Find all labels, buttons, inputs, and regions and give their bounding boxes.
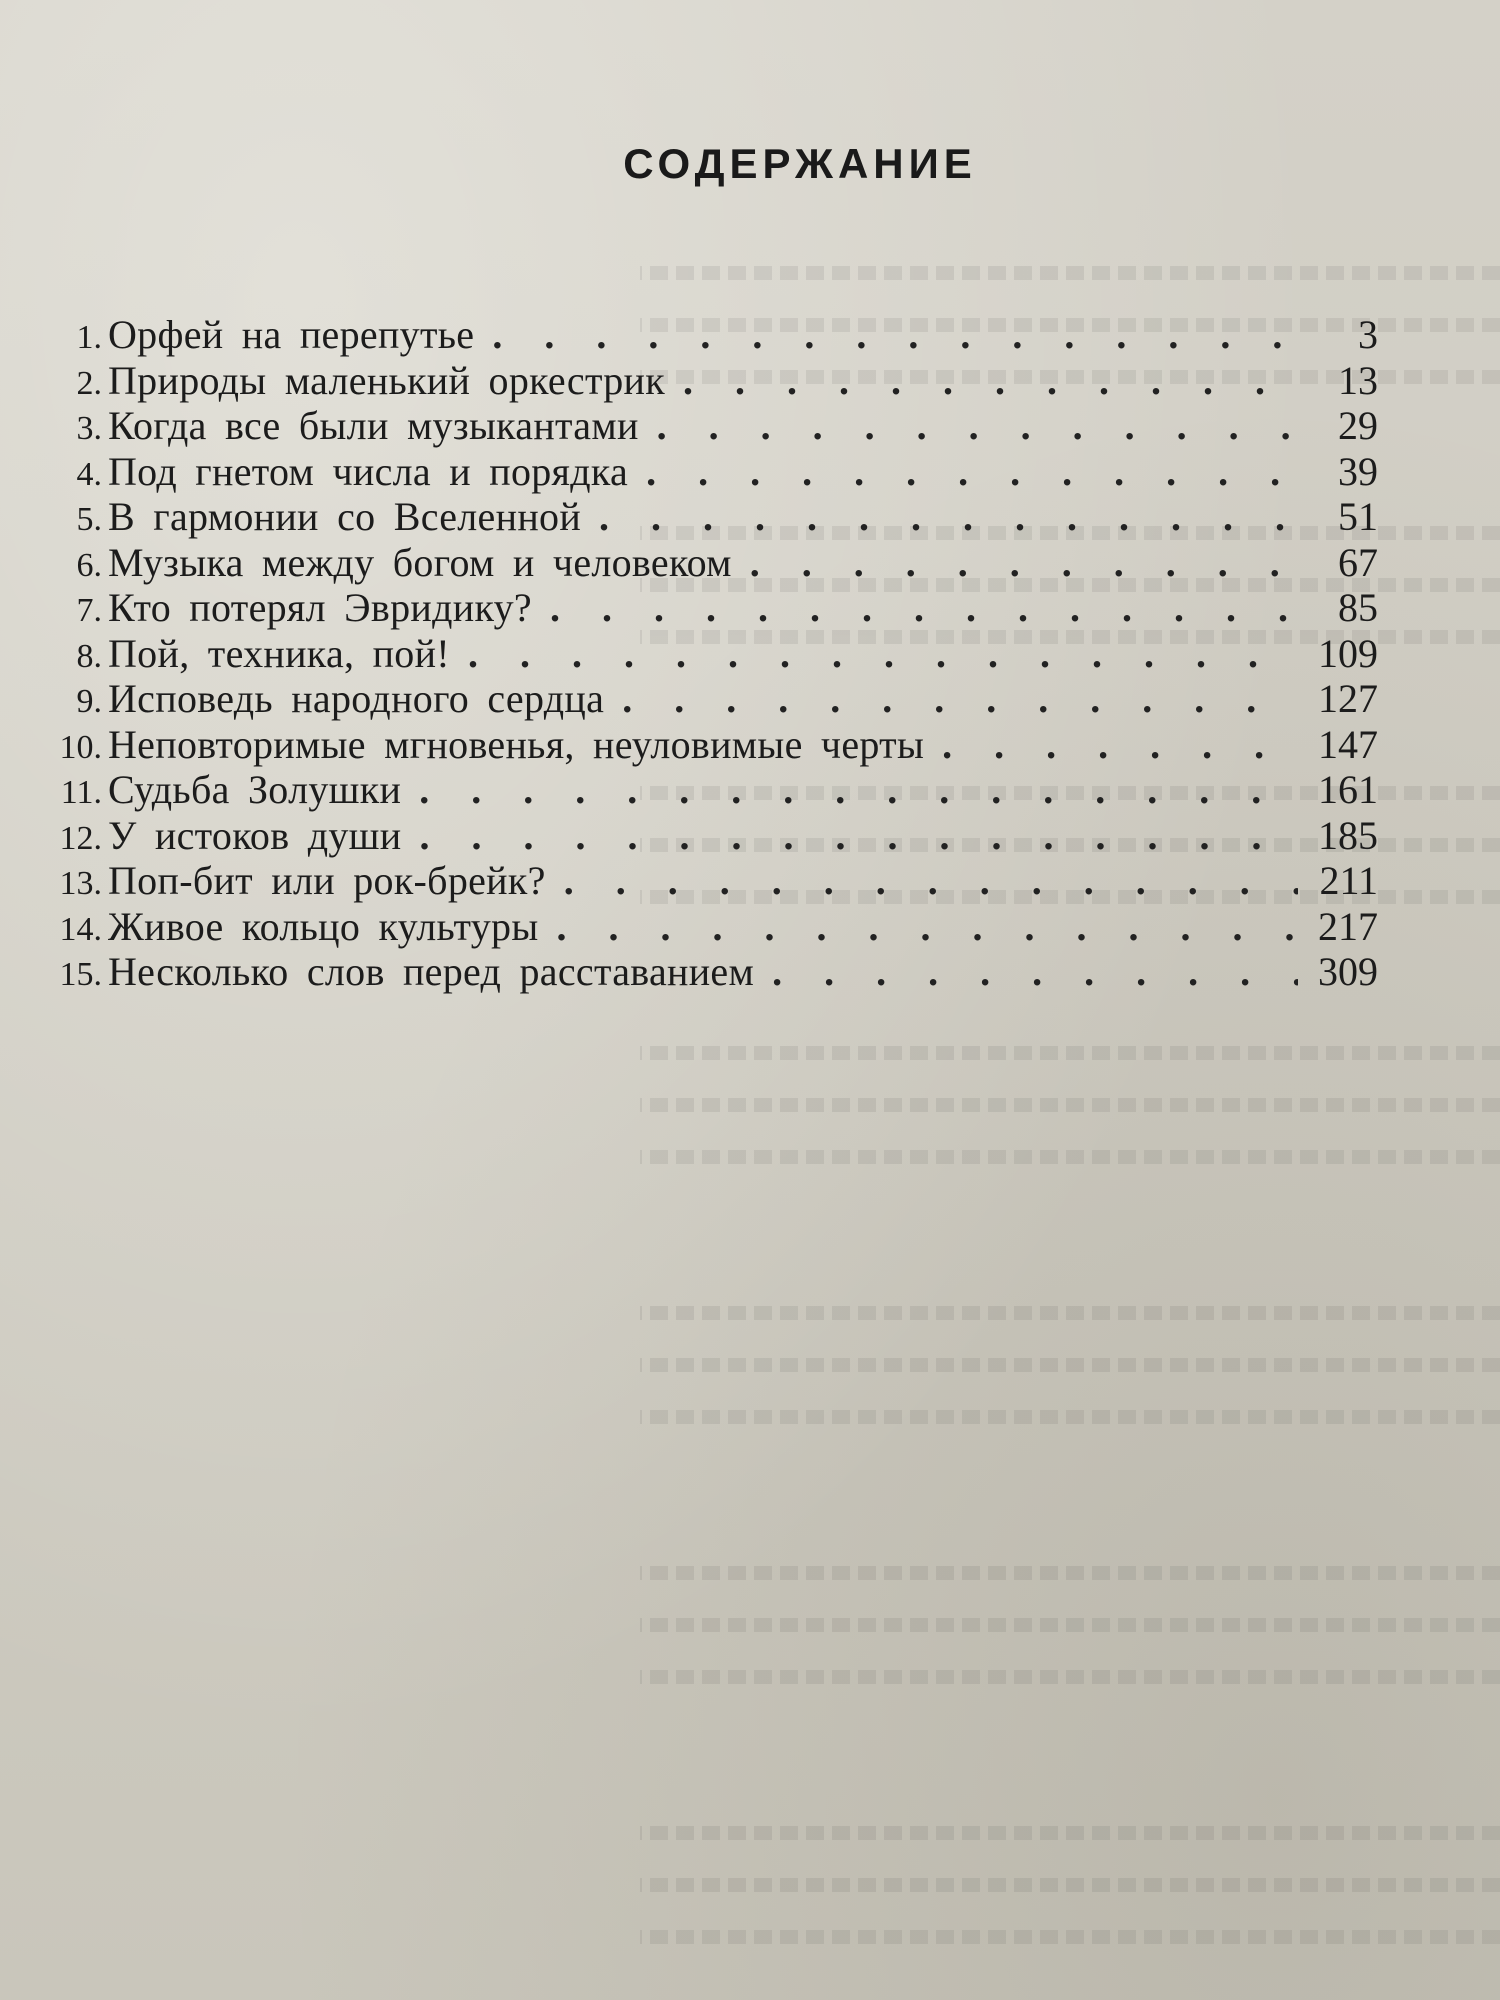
dot-leader xyxy=(665,358,1298,404)
toc-entry-page: 185 xyxy=(1318,812,1378,858)
dot-leader xyxy=(401,813,1298,859)
toc-entry-page: 39 xyxy=(1338,448,1378,494)
toc-entry-title: Судьба Золушки xyxy=(108,767,402,812)
toc-entry xyxy=(38,813,1378,859)
toc-entry xyxy=(38,358,1378,404)
toc-entry-page: 13 xyxy=(1338,357,1378,403)
dot-leader xyxy=(604,676,1298,722)
toc-entry-title: Кто потерял Эвридику? xyxy=(108,585,532,630)
toc-entry xyxy=(38,631,1378,677)
dot-leader xyxy=(639,403,1298,449)
toc-entry-title: Исповедь народного сердца xyxy=(108,676,605,721)
toc-entry-title: Природы маленький оркестрик xyxy=(108,357,665,403)
dot-leader xyxy=(539,904,1298,950)
toc-entry-number: 4. xyxy=(76,455,102,493)
toc-entry xyxy=(38,676,1378,722)
toc-entry-number: 2. xyxy=(76,364,102,402)
toc-entry xyxy=(38,312,1378,358)
toc-entry xyxy=(38,767,1378,813)
toc-entry-number: 15. xyxy=(59,956,102,993)
dot-leader xyxy=(474,312,1298,358)
toc-entry-number: 9. xyxy=(76,683,102,720)
dot-leader xyxy=(754,949,1298,995)
toc-entry-number: 7. xyxy=(76,592,102,629)
dot-leader xyxy=(532,585,1298,631)
toc-entry-page: 51 xyxy=(1338,494,1378,539)
toc-entry-page: 3 xyxy=(1358,312,1378,357)
toc-entry-number: 13. xyxy=(59,865,102,902)
toc-entry xyxy=(38,949,1378,995)
toc-entry xyxy=(38,858,1378,904)
toc-entry-title: Под гнетом числа и порядка xyxy=(108,448,629,494)
toc-entry-number: 11. xyxy=(60,774,102,811)
toc-entry xyxy=(38,449,1378,495)
toc-entry-title: Пой, техника, пой! xyxy=(108,630,450,676)
table-of-contents xyxy=(38,312,1378,995)
toc-entry-title: Несколько слов перед расставанием xyxy=(108,949,755,994)
toc-entry-page: 109 xyxy=(1318,630,1378,676)
dot-leader xyxy=(628,449,1298,495)
toc-entry-title: Живое кольцо культуры xyxy=(108,903,539,949)
dot-leader xyxy=(581,494,1298,540)
toc-entry-title: Поп-бит или рок-брейк? xyxy=(108,858,546,903)
toc-entry-page: 85 xyxy=(1338,585,1378,630)
toc-entry-title: Музыка между богом и человеком xyxy=(108,539,732,585)
toc-entry-page: 147 xyxy=(1318,721,1378,767)
toc-entry-page: 29 xyxy=(1338,403,1378,448)
toc-entry-page: 161 xyxy=(1318,767,1378,812)
toc-entry-title: У истоков души xyxy=(108,812,402,858)
toc-entry-number: 3. xyxy=(76,410,102,447)
toc-entry xyxy=(38,904,1378,950)
toc-entry-number: 6. xyxy=(76,546,102,584)
toc-entry-title: Когда все были музыкантами xyxy=(108,403,639,448)
dot-leader xyxy=(732,540,1298,586)
toc-entry-number: 5. xyxy=(76,501,102,538)
toc-entry-number: 12. xyxy=(59,819,102,857)
toc-entry-title: В гармонии со Вселенной xyxy=(108,494,582,539)
dot-leader xyxy=(450,631,1298,677)
toc-entry xyxy=(38,585,1378,631)
toc-entry-page: 211 xyxy=(1319,858,1378,903)
toc-entry-title: Орфей на перепутье xyxy=(108,312,475,357)
toc-entry xyxy=(38,540,1378,586)
toc-entry xyxy=(38,722,1378,768)
toc-entry-number: 8. xyxy=(76,637,102,675)
toc-entry-number: 14. xyxy=(59,910,102,948)
dot-leader xyxy=(924,722,1298,768)
toc-entry-number: 1. xyxy=(76,319,102,356)
dot-leader xyxy=(546,858,1298,904)
page-title: СОДЕРЖАНИЕ xyxy=(623,140,977,188)
toc-entry-page: 67 xyxy=(1338,539,1378,585)
toc-entry-number: 10. xyxy=(59,728,102,766)
toc-entry-page: 217 xyxy=(1318,903,1378,949)
dot-leader xyxy=(401,767,1298,813)
toc-entry xyxy=(38,403,1378,449)
toc-entry xyxy=(38,494,1378,540)
toc-entry-page: 309 xyxy=(1318,949,1378,994)
toc-entry-page: 127 xyxy=(1318,676,1378,721)
toc-entry-title: Неповторимые мгновенья, неуловимые черты xyxy=(108,721,925,767)
